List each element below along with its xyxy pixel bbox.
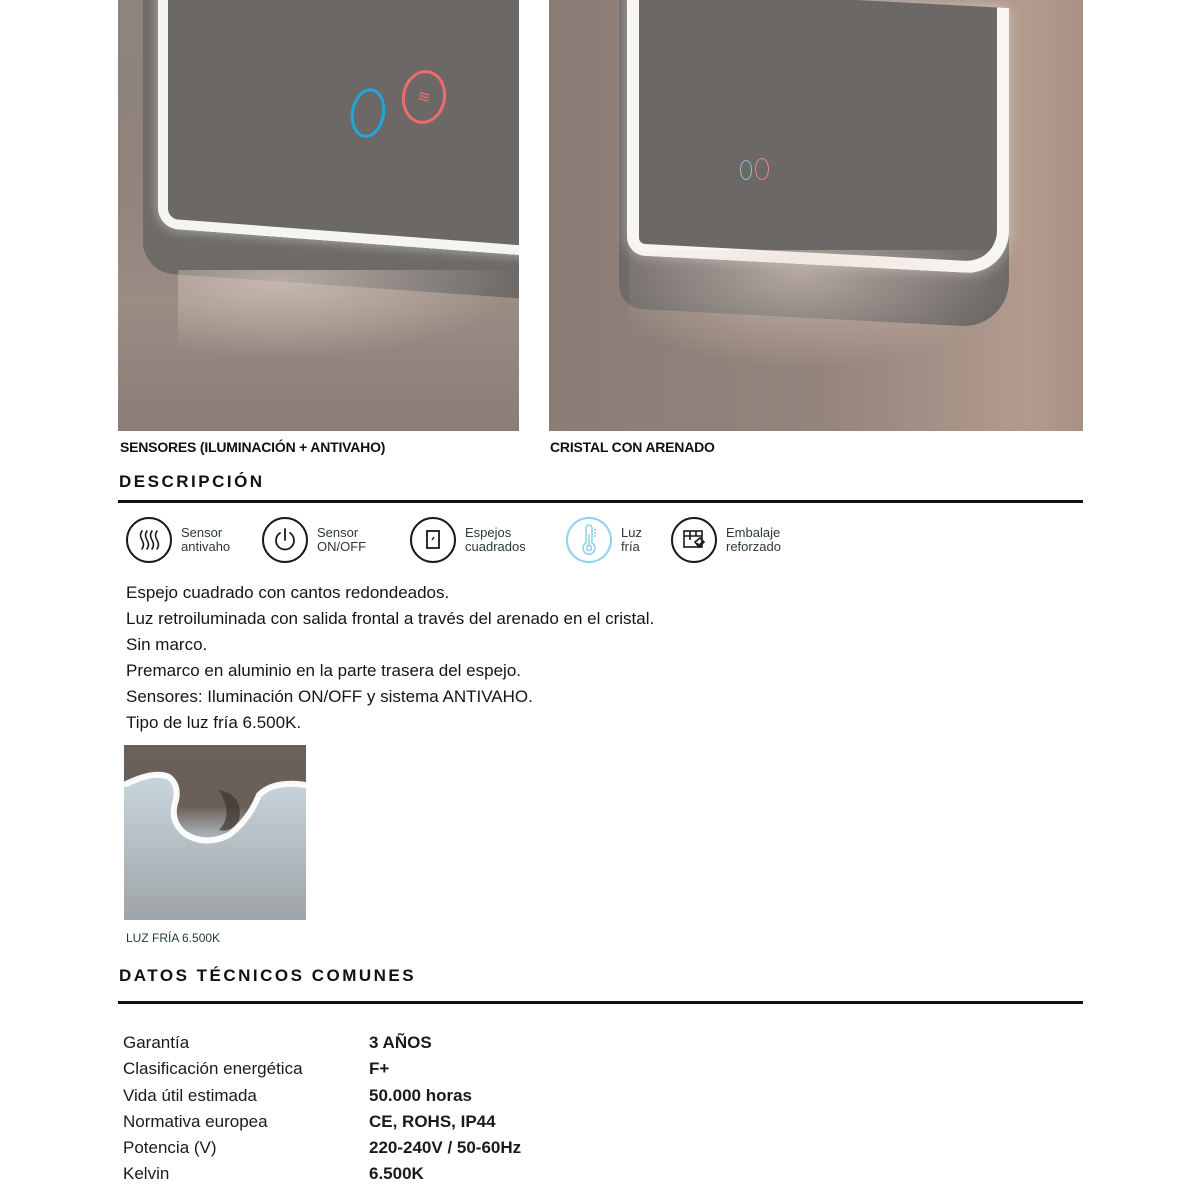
description-line: Tipo de luz fría 6.500K. xyxy=(126,713,302,732)
spec-value: 50.000 horas xyxy=(369,1085,473,1105)
feature-label: Embalaje xyxy=(726,525,781,540)
spec-label: Potencia (V) xyxy=(123,1138,217,1158)
section-divider xyxy=(118,1001,1083,1004)
feature-label: Sensor xyxy=(181,525,223,540)
cold-light-thumbnail xyxy=(124,745,306,920)
description-text xyxy=(126,580,654,736)
mirror-led-frame xyxy=(158,0,519,259)
section-title-description: DESCRIPCIÓN xyxy=(119,472,265,491)
spec-row-regulations xyxy=(123,1109,521,1135)
photo-sandblasted-glass xyxy=(549,0,1083,431)
thermometer-icon xyxy=(566,517,612,563)
spec-label: Clasificación energética xyxy=(123,1059,303,1079)
spec-row-warranty xyxy=(123,1030,521,1056)
mirror-led-frame xyxy=(627,0,1009,275)
photo-caption-sensors: SENSORES (ILUMINACIÓN + ANTIVAHO) xyxy=(120,439,386,455)
feature-label: ON/OFF xyxy=(317,539,367,554)
spec-value: 3 AÑOS xyxy=(369,1033,432,1052)
feature-cold-light xyxy=(566,514,642,566)
spec-value: F+ xyxy=(369,1059,390,1079)
antifog-touch-button-icon xyxy=(755,158,769,180)
feature-label: reforzado xyxy=(726,539,781,554)
spec-value: 220-240V / 50-60Hz xyxy=(369,1138,522,1158)
description-line: Premarco en aluminio en la parte trasera del espejo. xyxy=(126,661,521,680)
power-icon xyxy=(262,517,308,563)
feature-power xyxy=(262,514,366,566)
power-touch-button-icon xyxy=(740,160,752,180)
thumbnail-caption: LUZ FRÍA 6.500K xyxy=(126,931,221,945)
feature-reinforced-packaging xyxy=(671,514,781,566)
antifog-icon xyxy=(126,517,172,563)
spec-value: CE, ROHS, IP44 xyxy=(369,1111,496,1131)
description-line: Luz retroiluminada con salida frontal a través del arenado en el cristal. xyxy=(126,609,655,628)
spec-label: Normativa europea xyxy=(123,1111,268,1131)
feature-label: fría xyxy=(621,539,640,554)
reinforced-box-icon xyxy=(671,517,717,563)
backlight-glow xyxy=(178,270,518,360)
photo-sensors xyxy=(118,0,519,431)
spec-row-kelvin xyxy=(123,1161,521,1187)
spec-row-energy-class xyxy=(123,1056,521,1082)
spec-row-lifespan xyxy=(123,1083,521,1109)
feature-square-mirror xyxy=(410,514,526,566)
description-line: Sensores: Iluminación ON/OFF y sistema ANTIVAHO. xyxy=(126,687,533,706)
feature-label: Sensor xyxy=(317,525,359,540)
feature-label: Luz xyxy=(621,525,642,540)
photo-caption-glass: CRISTAL CON ARENADO xyxy=(550,439,715,455)
specs-table xyxy=(123,1030,521,1188)
section-divider xyxy=(118,500,1083,503)
spec-label: Garantía xyxy=(123,1033,190,1052)
spec-label: Kelvin xyxy=(123,1164,170,1184)
spec-row-power xyxy=(123,1135,521,1161)
feature-label: Espejos xyxy=(465,525,512,540)
spec-value: 6.500K xyxy=(369,1164,424,1184)
feature-label: cuadrados xyxy=(465,539,526,554)
description-line: Sin marco. xyxy=(126,635,208,654)
feature-antifog xyxy=(126,514,230,566)
square-mirror-icon xyxy=(410,517,456,563)
description-line: Espejo cuadrado con cantos redondeados. xyxy=(126,583,450,602)
spec-label: Vida útil estimada xyxy=(123,1085,257,1105)
feature-label: antivaho xyxy=(181,539,231,554)
backlight-glow xyxy=(629,250,1009,370)
antifog-glyph: ≋ xyxy=(415,87,432,108)
section-title-specs: DATOS TÉCNICOS COMUNES xyxy=(119,966,417,985)
